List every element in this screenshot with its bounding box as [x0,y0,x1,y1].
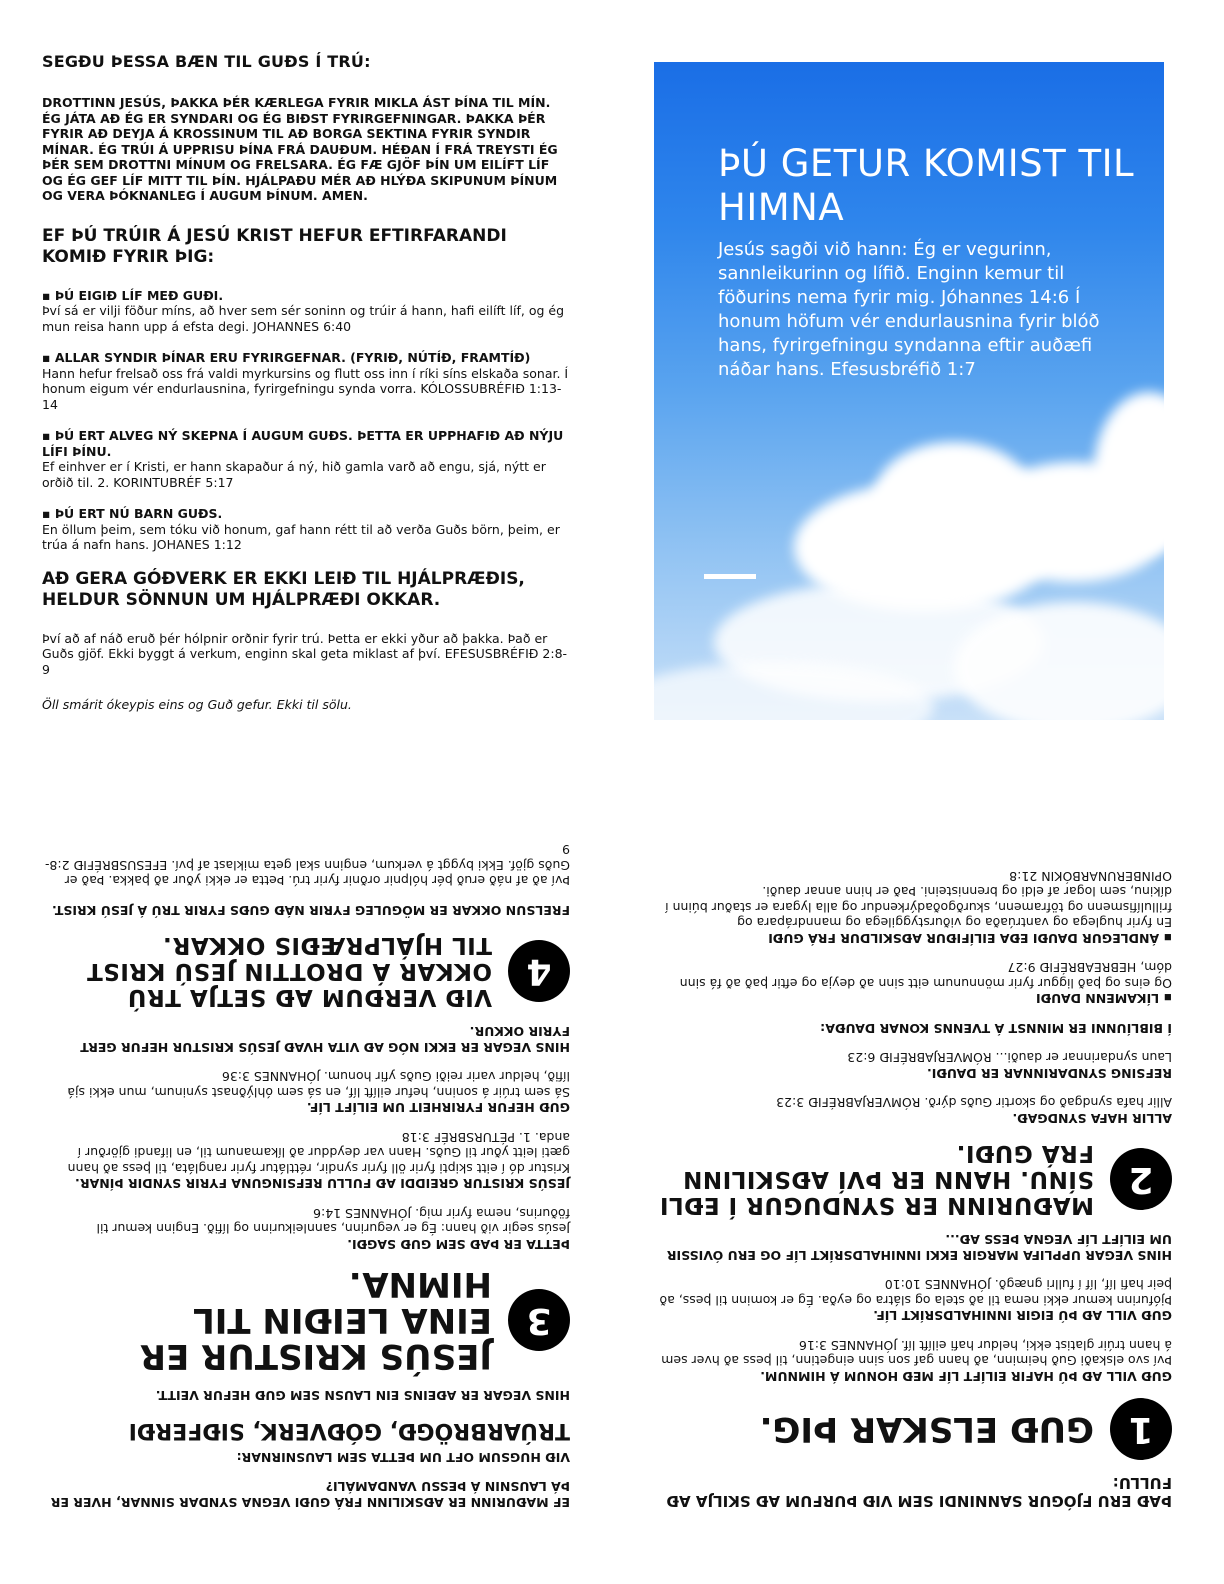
section-3-title: JESÚS KRISTUR ER EINA LEIÐIN TIL HIMNA. [139,1264,492,1376]
benefit-item [42,428,572,490]
benefit-item [42,288,572,335]
question-text: EF MAÐURINN ER AÐSKILINN FRÁ GUÐI VEGNA SYNDAR SINNAR, HVER ER ÞÁ LAUSNIN Á ÞESSU VANDAMÁLI? [50,1479,570,1510]
section-text: Því að af náð eruð þér hólpnir orðnir fyrir trú. Þetta er ekki yður að þakka. Það er Guðs gjöf. Ekki byggt á verkum, enginn skal geta miklast af því. EFESUSBRÉFIÐ 2:8-9 [44,842,570,889]
section-text: Því svo elskaði Guð heiminn, að hann gaf son sinn eingetinn, til þess að hver sem á hann trúir glatist ekki, heldur hafi eilíft líf. JÓHANNES 3:16 [661,1338,1172,1369]
benefit-title: ▪ ÞÚ EIGIÐ LÍF MEÐ GUÐI. [42,287,224,303]
benefit-title: ▪ ÞÚ ERT ALVEG NÝ SKEPNA Í AUGUM GUÐS. ÞETTA ER UPPHAFIÐ AÐ NÝJU LÍFI ÞÍNU. [42,428,564,459]
section-text-bold: ALLIR HAFA SYNDGAÐ. [1012,1111,1172,1126]
section-text: Þjófurinn kemur ekki nema til að stela og slátra og eyða. Ég er kominn til þess, að þeir hafi líf, líf í fullri gnægð. JÓHANNES 10:10 [659,1277,1172,1308]
prayer-text: DROTTINN JESÚS, ÞAKKA ÞÉR KÆRLEGA FYRIR MIKLA ÁST ÞÍNA TIL MÍN. ÉG JÁTA AÐ ÉG ER SYNDARI OG ÉG BIÐST FYRIRGEFNINGAR. ÞAKKA ÞÉR FYRIR AÐ DEYJA Á KROSSINUM TIL AÐ BORGA SEKTINA FYRIR SYNDIR MÍNAR. ÉG TRÚI Á UPPRISU ÞÍNA FRÁ DAUÐUM. HÉÐAN Í FRÁ TREYSTI ÉG ÞÉR SEM DROTTNI MÍNUM OG FRELSARA. ÉG FÆ GJÖF ÞÍN UM EILÍFT LÍF OG ÉG GEF LÍF MITT TIL ÞÍN. HJÁLPAÐU MÉR AÐ HLÝÐA SKIPUNUM ÞÍNUM OG VERA ÞÓKNANLEG Í AUGUM ÞÍNUM. AMEN. [42,95,558,203]
benefit-item [42,506,572,553]
benefit-text: Því sá er vilji föður míns, að hver sem sér soninn og trúir á hann, hafi eilíft líf, og ég mun reisa hann upp á efsta degi. JOHANNES 6:40 [42,303,565,334]
cover-title: ÞÚ GETUR KOMIST TIL HIMNA [718,142,1135,229]
truths-panel-1-2 [658,860,1172,1510]
cover-image [654,62,1164,720]
section-text-bold: Í BIBLÍUNNI ER MINNST Á TVENNS KONAR DAUÐA: [820,1021,1172,1036]
number-badge: 2 [1110,1148,1172,1210]
section-text: En fyrir huglega og vantrúaða og viðurstyggilega og manndrápara og frillulífismenn og töframenn, skurðgoðadýrkendur og alla lygara er staður búinn í díkinu, sem logar af eldi og brennisteini. Það er hinn annar dauði. OPINBERUNARBÓKIN 21:8 [665,869,1172,931]
benefit-text: Ef einhver er í Kristi, er hann skapaður á ný, hið gamla varð að engu, sjá, nýtt er orðið til. 2. KORINTUBRÉF 5:17 [42,459,546,490]
cross-icon-bar [704,574,756,579]
section-2-title: MAÐURINN ER SYNDUGUR Í EÐLI SÍNU. HANN ER ÞVÍ AÐSKILINN FRÁ GUÐI. [659,1140,1094,1218]
prayer-heading: SEGÐU ÞESSA BÆN TIL GUÐS Í TRÚ: [42,52,371,71]
section-1-header [658,1398,1172,1460]
footer-note: Öll smárit ókeypis eins og Guð gefur. Ekki til sölu. [42,697,352,712]
benefit-text: En öllum þeim, sem tóku við honum, gaf hann rétt til að verða Guðs börn, þeim, er trúa á nafn hans. JOHANES 1:12 [42,521,560,552]
section-text-bold: HINS VEGAR ER EKKI NÓG AÐ VITA HVAÐ JESÚS KRISTUR HEFUR GERT FYRIR OKKUR. [80,1024,570,1055]
truths-panel-3-4 [42,842,570,1510]
benefit-title: ▪ ALLAR SYNDIR ÞÍNAR ERU FYRIRGEFNAR. (FYRIÐ, NÚTÍÐ, FRAMTÍÐ) [42,350,531,365]
section-text-bold: GUÐ VILL AÐ ÞÚ HAFIR EILÍFT LÍF MEÐ HONUM Á HIMNUM. [760,1369,1172,1384]
benefit-item [42,350,572,412]
cover-verse: Jesús sagði við hann: Ég er vegurinn, sannleikurinn og lífið. Enginn kemur til föðurins nema fyrir mig. Jóhannes 14:6 Í honum höfum vér endurlausnina fyrir blóð hans, fyrirgefningu syndanna eftir auðæfi náðar hans. Efesusbréfið 1:7 [718,239,1100,380]
section-1-title: GUÐ ELSKAR ÞIG. [759,1409,1094,1449]
section-text: Laun syndarinnar er dauði... RÓMVERJABRÉFIÐ 6:23 [847,1050,1172,1066]
prayer-panel [42,52,572,712]
section-text-bold: REFSING SYNDARINNAR ER DAUÐI. [926,1066,1172,1081]
section-text-bold: GUÐ HEFUR FYRIRHEIT UM EILÍFT LÍF. [306,1100,570,1116]
section-4-header [42,932,570,1010]
section-text-bold: FRELSUN OKKAR ER MÖGULEG FYRIR NÁÐ GUÐS FYRIR TRÚ Á JESÚ KRIST. [52,903,570,918]
section-text: Allir hafa syndgað og skortir Guðs dýrð. RÓMVERJABRÉFIÐ 3:23 [776,1095,1172,1111]
section-text: Kristur dó í eitt skipti fyrir öll fyrir syndir, réttlátur fyrir rangláta, til þess að hann gæti leitt yður til Guðs. Hann var deyddur að líkamanum til, en lifandi gjörður í anda. 1. PÉTURSBRÉF 3:18 [67,1130,570,1176]
number-badge: 3 [508,1289,570,1351]
section-text-bold: ÞETTA ER ÞAÐ SEM GUÐ SAGÐI. [347,1237,570,1252]
section-3-header [42,1266,570,1374]
works-text: Því að af náð eruð þér hólpnir orðnir fyrir trú. Þetta er ekki yður að þakka. Það er Guðs gjöf. Ekki byggt á verkum, enginn skal geta miklast af því. EFESUSBRÉFIÐ 2:8-9 [42,630,568,677]
benefit-text: Hann hefur frelsað oss frá valdi myrkursins og flutt oss inn í ríki síns elskaða sonar. Í honum eigum vér endurlausnina, fyrirgefningu synda vorra. KÓLOSSUBRÉFIÐ 1:13-14 [42,365,569,412]
believe-heading: EF ÞÚ TRÚIR Á JESÚ KRIST HEFUR EFTIRFARANDI KOMIÐ FYRIR ÞIG: [42,225,507,267]
benefit-title: ▪ ÞÚ ERT NÚ BARN GUÐS. [42,506,223,521]
only-solution-text: HINS VEGAR ER AÐEINS EIN LAUSN SEM GUÐ HEFUR VEITT. [155,1388,570,1404]
number-badge: 4 [508,940,570,1002]
section-text-bold: HINS VEGAR UPPLIFA MARGIR EKKI INNIHALDSRÍKT LÍF OG ERU ÓVISSIR UM EILÍFT LÍF VEGNA ÞESS AÐ... [666,1232,1172,1263]
section-4-title: VIÐ VERÐUM AÐ SETJA TRÚ OKKAR Á DROTTIN JESÚ KRIST TIL HJÁLPRÆÐIS OKKAR. [86,932,492,1010]
section-text: Og eins og það liggur fyrir mönnunum eitt sinn að deyja og eftir það að fá sinn dóm, HEBREABRÉFIÐ 9:27 [679,960,1172,991]
number-badge: 1 [1110,1398,1172,1460]
works-heading: AÐ GERA GÓÐVERK ER EKKI LEIÐ TIL HJÁLPRÆÐIS, HELDUR SÖNNUN UM HJÁLPRÆÐI OKKAR. [42,568,525,610]
section-2-header [658,1140,1172,1218]
solutions-intro: VIÐ HUGSUM OFT UM ÞETTA SEM LAUSNIRNAR: [236,1450,570,1465]
section-text-bold: ▪ LÍKAMENN DAUÐI [1036,991,1172,1007]
section-text: Jesús segir við hann: Ég er vegurinn, sannleikurinn og lífið. Enginn kemur til föðurins, nema fyrir mig. JÓHANNES 14:6 [96,1206,570,1237]
section-text: Sá sem trúir á soninn, hefur eilíft líf, en sá sem óhlýðnast syninum, mun ekki sjá lífið, heldur varir reiði Guðs yfir honum. JÓHANNES 3:36 [67,1069,570,1100]
intro-text: ÞAÐ ERU FJÓGUR SANNINDI SEM VIÐ ÞURFUM AÐ SKILJA AÐ FULLU: [666,1474,1172,1510]
section-text-bold: JESÚS KRISTUR GREIDDI AÐ FULLU REFSINGUNA FYRIR SYNDIR ÞÍNAR. [74,1176,570,1192]
section-text-bold: ▪ ÁNDLEGUR DAUÐI EÐA EILÍFIÐUR AÐSKILDUR FRÁ GUÐI [768,931,1172,946]
section-text-bold: GUÐ VILL AÐ ÞÚ EIGIR INNIHALDSRÍKT LÍF. [873,1308,1172,1324]
solutions-list: TRÚARBRÖGÐ, GÓÐVERK, SIÐFERÐI [128,1418,570,1444]
